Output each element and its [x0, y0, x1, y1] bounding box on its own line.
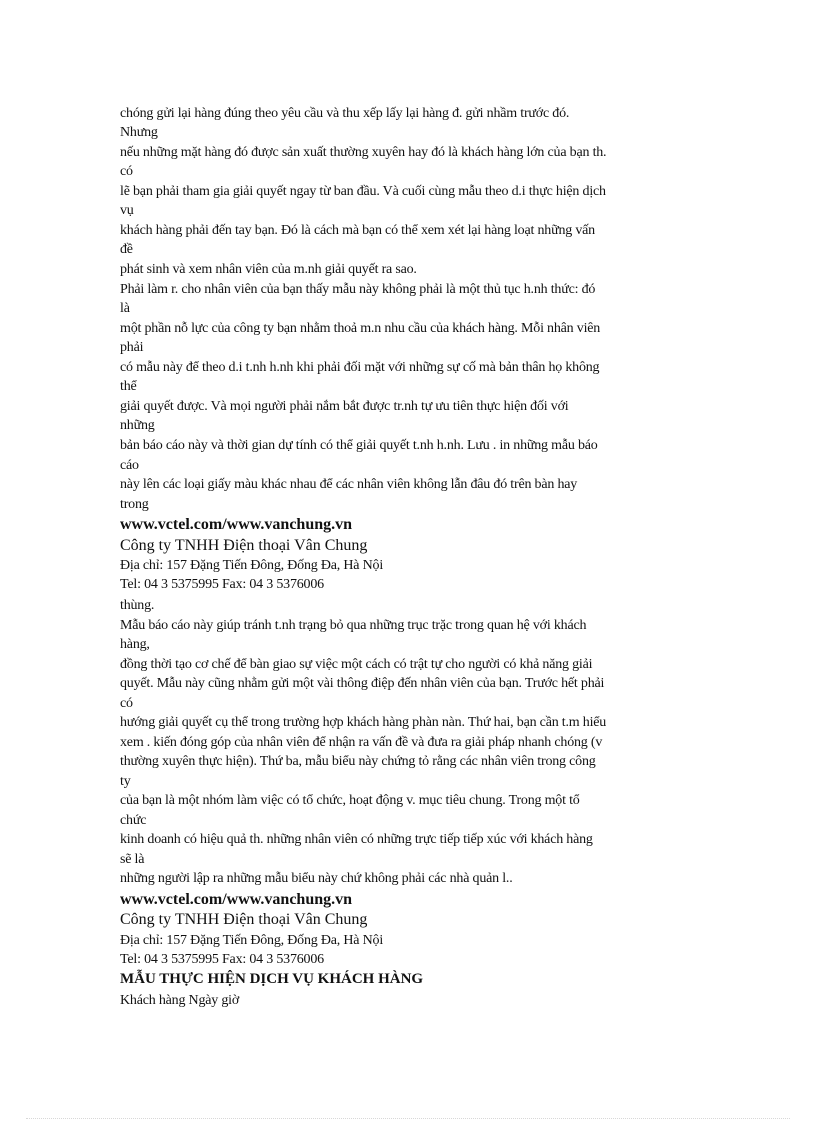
paragraph-line: lẽ bạn phải tham gia giải quyết ngay từ ban đầu. Và cuối cùng mẫu theo d.i thực hiện dịch	[120, 184, 606, 199]
company-phone: Tel: 04 3 5375995 Fax: 04 3 5376006	[120, 952, 324, 967]
paragraph-line: trong	[120, 497, 149, 512]
paragraph-line: những người lập ra những mẫu biểu này chứ không phải các nhà quản l..	[120, 871, 513, 886]
paragraph-line: có	[120, 164, 133, 179]
paragraph-line: đề	[120, 242, 133, 257]
paragraph-line: xem . kiến đóng góp của nhân viên để nhận ra vấn đề và đưa ra giải pháp nhanh chóng (v	[120, 735, 603, 750]
paragraph-line: ty	[120, 774, 131, 789]
paragraph-line: có mẫu này để theo d.i t.nh h.nh khi phải đối mặt với những sự cố mà bản thân họ không	[120, 360, 600, 375]
paragraph-line: hướng giải quyết cụ thể trong trường hợp khách hàng phàn nàn. Thứ hai, bạn cần t.m hiểu	[120, 715, 607, 730]
paragraph-line: thường xuyên thực hiện). Thứ ba, mẫu biểu này chứng tỏ rằng các nhân viên trong công	[120, 754, 596, 769]
paragraph-line: một phần nỗ lực của công ty bạn nhằm thoả m.n nhu cầu của khách hàng. Mỗi nhân viên	[120, 321, 601, 336]
paragraph-line: hàng,	[120, 637, 150, 652]
paragraph-line: cáo	[120, 458, 139, 473]
paragraph-line: Nhưng	[120, 125, 158, 140]
paragraph-line: sẽ là	[120, 852, 145, 867]
page-bottom-divider	[26, 1118, 790, 1119]
paragraph-line: là	[120, 301, 130, 316]
paragraph-line: khách hàng phải đến tay bạn. Đó là cách mà bạn có thể xem xét lại hàng loạt những vấn	[120, 223, 595, 238]
company-address: Địa chỉ: 157 Đặng Tiến Đông, Đống Đa, Hà Nội	[120, 558, 384, 573]
paragraph-line: thể	[120, 379, 137, 394]
company-address: Địa chỉ: 157 Đặng Tiến Đông, Đống Đa, Hà Nội	[120, 933, 384, 948]
paragraph-line: những	[120, 418, 155, 433]
paragraph-line: đồng thời tạo cơ chế để bàn giao sự việc một cách có trật tự cho người có khả năng giải	[120, 657, 593, 672]
paragraph-line: phát sinh và xem nhân viên của m.nh giải quyết ra sao.	[120, 262, 417, 277]
paragraph-line: chức	[120, 813, 147, 828]
paragraph-line: vụ	[120, 203, 134, 218]
paragraph-line: này lên các loại giấy màu khác nhau để các nhân viên không lẫn đâu đó trên bàn hay	[120, 477, 578, 492]
paragraph-line: của bạn là một nhóm làm việc có tổ chức, hoạt động v. mục tiêu chung. Trong một tổ	[120, 793, 580, 808]
paragraph-line: quyết. Mẫu này cũng nhằm gửi một vài thông điệp đến nhân viên của bạn. Trước hết phải	[120, 676, 605, 691]
paragraph-line: nếu những mặt hàng đó được sản xuất thường xuyên hay đó là khách hàng lớn của bạn th.	[120, 145, 607, 160]
paragraph-line: kinh doanh có hiệu quả th. những nhân viên có những trực tiếp tiếp xúc với khách hàng	[120, 832, 593, 847]
form-fields-line: Khách hàng Ngày giờ	[120, 993, 240, 1008]
form-title: MẪU THỰC HIỆN DỊCH VỤ KHÁCH HÀNG	[120, 971, 424, 987]
paragraph-line: giải quyết được. Và mọi người phải nắm bắt được tr.nh tự ưu tiên thực hiện đối với	[120, 399, 569, 414]
paragraph-line: có	[120, 696, 133, 711]
paragraph-line: Phải làm r. cho nhân viên của bạn thấy mẫu này không phải là một thủ tục h.nh thức: đó	[120, 282, 596, 297]
paragraph-line: phải	[120, 340, 144, 355]
paragraph-line: chóng gửi lại hàng đúng theo yêu cầu và thu xếp lấy lại hàng đ. gửi nhầm trước đó.	[120, 106, 570, 121]
company-name: Công ty TNHH Điện thoại Vân Chung	[120, 911, 368, 928]
paragraph-line: thùng.	[120, 598, 155, 613]
website-url: www.vctel.com/www.vanchung.vn	[120, 516, 353, 533]
website-url: www.vctel.com/www.vanchung.vn	[120, 891, 353, 908]
company-name: Công ty TNHH Điện thoại Vân Chung	[120, 537, 368, 554]
paragraph-line: bản báo cáo này và thời gian dự tính có thể giải quyết t.nh h.nh. Lưu . in những mẫu báo	[120, 438, 598, 453]
paragraph-line: Mẫu báo cáo này giúp tránh t.nh trạng bỏ qua những trục trặc trong quan hệ với khách	[120, 618, 587, 633]
company-phone: Tel: 04 3 5375995 Fax: 04 3 5376006	[120, 577, 324, 592]
